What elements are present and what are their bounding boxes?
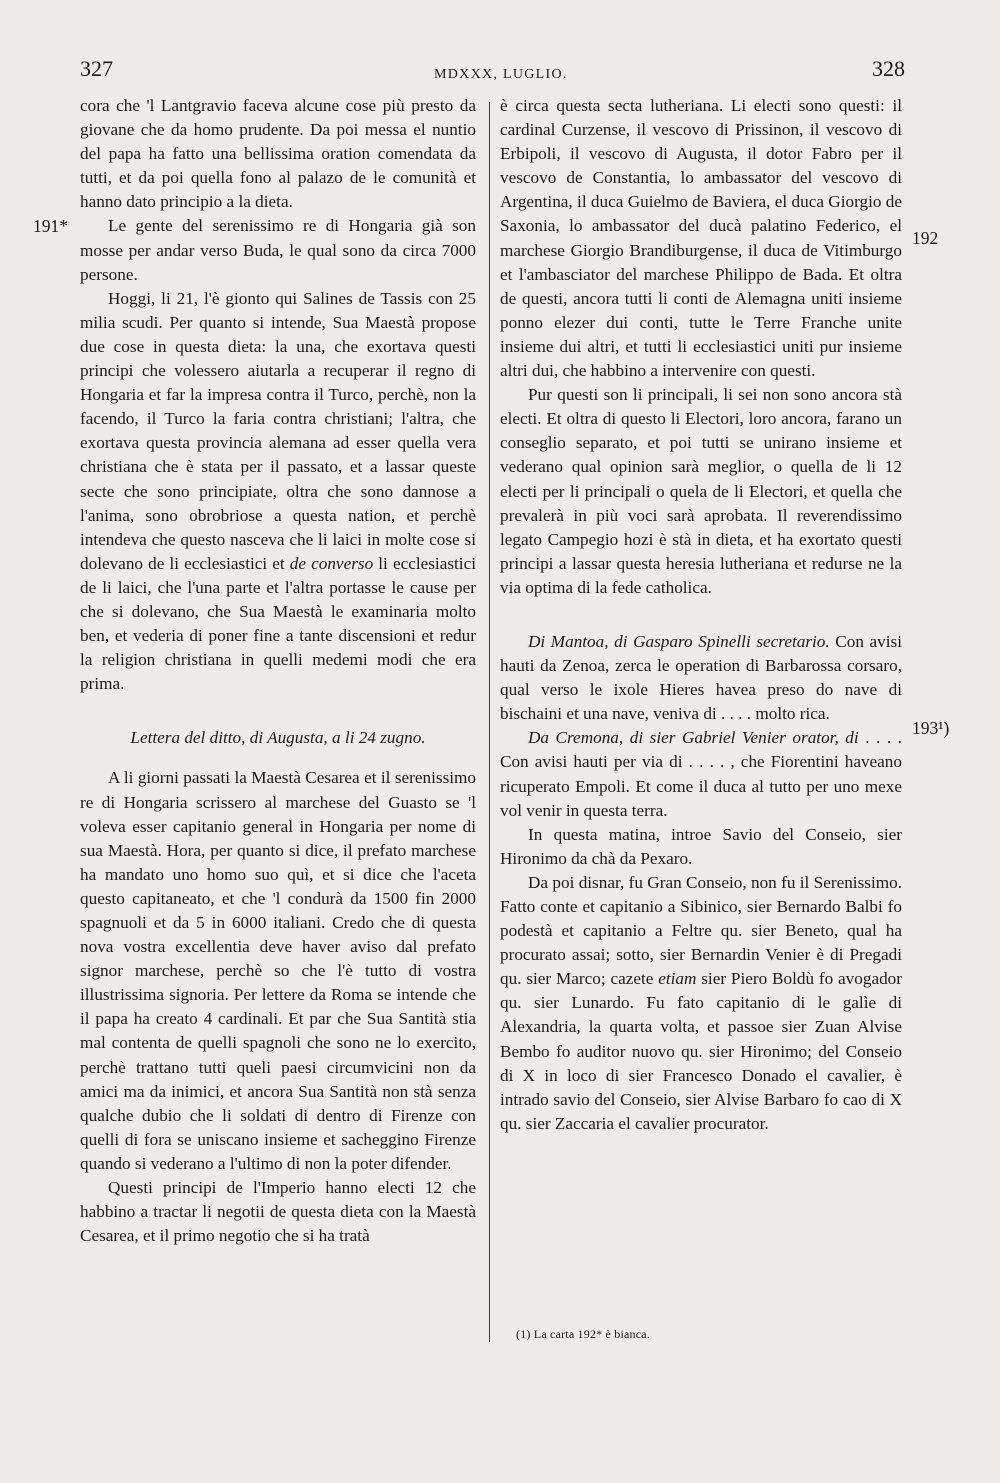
paragraph: A li giorni passati la Maestà Cesarea et il serenissimo re di Hongaria scrissero al marchese del Guasto se 'l voleva esser capitanio general in Hongaria per nome di sua Maestà. Hora, per quanto si dice, il prefato marchese ha mandato uno homo suo quì, et si dice che l'aceta questo capitaneato, et che 'l condurà da 1500 fin 2000 spagnuoli et da 5 in 6000 italiani. Credo che di questa nova vostra excellentia deve haver aviso dal prefato signor marchese, perchè so che l'è tutto di vostra illustrissima signoria. Per lettere da Roma se intende che il papa ha creato 4 cardinali. Et par che Sua Santità stia mal contenta de quelli spagnoli che sono ne lo exercito, perchè trattano tutti queli paesi circumvicini non da amici ma da inimici, et ancora Sua Santità non stà senza qualche dubio che li soldati di dentro di Firenze con quelli di fora se uniscano insieme et sacheggino Firenze quando si vederano a l'ultimo di non la poter difender. bbox=[80, 768, 476, 1173]
paragraph bbox=[500, 726, 902, 822]
text-run: Con avisi hauti da Zenoa, zerca le operation di Barbarossa corsaro, qual verso le ixole Hieres havea preso do nave di bischaini et una nave, veniva di . . . . molto rica. bbox=[500, 631, 902, 724]
paragraph: Pur questi son li principali, li sei non sono ancora stà electi. Et oltra di questo li Electori, loro ancora, farano un conseglio separato, et poi tutti se unirano insieme et vederano qual opinion sarà meglior, o quella de li 12 electi per li principali o quela de li Electori, et quella che prevalerà in più voci sarà aprobata. Il reverendissimo legato Campegio hozi è stà in dieta, et ha exortato questi principi a lassar questa heresia lutheriana et redurse ne la via optima di la fede catholica. bbox=[500, 385, 902, 597]
text-run: . . . . Con avisi hauti per via di . . . . , che Fiorentini haveano ricuperato Empoli. Et come il duca al tutto per uno mexe vol venir in questa terra. bbox=[500, 728, 903, 820]
margin-note-191: 191* bbox=[33, 216, 68, 236]
italic-text: de converso bbox=[289, 553, 374, 573]
italic-heading: Da Cremona, di sier Gabriel Venier orator, di bbox=[528, 728, 859, 748]
right-column bbox=[500, 94, 902, 1136]
paragraph: è circa questa secta lutheriana. Li electi sono questi: il cardinal Curzense, il vescovo di Prissinon, il vescovo di Erbipoli, il vescovo di Augusta, il dotor Fabro per il vescovo de Constantia, lo ambassator del vescovo di Argentina, il duca Guielmo de Baviera, el duca Giorgio de Saxonia, lo ambassator del ducà palatino Federico, el marchese Giorgio Brandiburgense, il duca de Vitimburgo et l'ambasciator del marchese Philippo de Bada. Et oltra de questi, ancora tutti li conti de Alemagna uniti insieme ponno elezer dui conti, tutte le Terre Franche unite insieme dui altri, et tutti li ecclesiastici uniti pur insieme altri dui, che habbino a intervenire con questi. bbox=[500, 96, 902, 381]
footnote: (1) La carta 192* è bianca. bbox=[516, 1327, 650, 1341]
page-number-left: 327 bbox=[80, 56, 113, 81]
spacer bbox=[80, 750, 476, 766]
paragraph: Questi principi de l'Imperio hanno electi 12 che habbino a tractar li negotii de questa dieta con la Maestà Cesarea, et il primo negotio che si ha tratà bbox=[80, 1178, 476, 1246]
text-run: sier Piero Boldù fo avogador qu. sier Lunardo. Fu fato capitanio di le galìe di Alexandria, la quarta volta, et passoe sier Zuan Alvise Bembo fo auditor nuovo qu. sier Hironimo; del Conseio di X in loco di sier Francesco Donado el cavalier, è intrado savio del Conseio, sier Alvise Barbaro fo cao di X qu. sier Zaccaria el cavalier procurator. bbox=[500, 969, 902, 1133]
running-title: MDXXX, LUGLIO. bbox=[434, 67, 568, 82]
left-column bbox=[80, 94, 476, 1248]
page-number-right: 328 bbox=[872, 56, 905, 81]
spacer bbox=[80, 696, 476, 726]
italic-text: etiam bbox=[658, 969, 697, 989]
paragraph bbox=[80, 287, 476, 697]
spacer bbox=[500, 600, 902, 630]
paragraph bbox=[500, 630, 902, 726]
italic-heading: Di Mantoa, di Gasparo Spinelli secretario. bbox=[528, 631, 830, 651]
column-divider bbox=[489, 102, 490, 1342]
paragraph: Le gente del serenissimo re di Hongaria già son mosse per andar verso Buda, le qual sono da circa 7000 persone. bbox=[80, 216, 476, 284]
paragraph bbox=[500, 871, 902, 1136]
text-run: li ecclesiastici de li laici, che l'una parte et l'altra portasse le cause per che si dolevano, che Sua Maestà le examinaria molto ben, et vederia di poner fine a tante discensioni et redur la religion christiana in quelli medemi modi che era prima. bbox=[80, 553, 476, 694]
margin-note-193: 193¹) bbox=[912, 718, 950, 738]
margin-note-192: 192 bbox=[912, 228, 939, 248]
text-run: Hoggi, li 21, l'è gionto qui Salines de Tassis con 25 milia scudi. Per quanto si intende, Sua Maestà propose due cose in questa dieta: la una, che exortava questi principi che volessero aiutarla a recuperar il regno di Hongaria et far la impresa contra il Turco, perchè, non la facendo, il Turco la faria contra christiani; l'altra, che exortava questa provincia alemana ad esser quella vera christiana che è stata per il passato, et a lassar queste secte che sono principiate, oltra che sono dannose a l'anima, sono obrobriose a questa nation, et perchè intendeva che questo nasceva che li laici in molte cose si dolevano de li ecclesiastici et bbox=[80, 288, 476, 573]
paragraph: cora che 'l Lantgravio faceva alcune cose più presto da giovane che da homo prudente. Da poi messa el nuntio del papa ha fatto una bellissima oration comendata da tutti, et da poi quella fono al palazo de le comunità et hanno dato principio a la dieta. bbox=[80, 96, 476, 212]
letter-title: Lettera del ditto, di Augusta, a li 24 zugno. bbox=[130, 728, 426, 748]
paragraph: In questa matina, introe Savio del Conseio, sier Hironimo da chà da Pexaro. bbox=[500, 824, 902, 868]
text-run: Da poi disnar, fu Gran Conseio, non fu il Serenissimo. Fatto conte et capitanio a Sibinico, sier Bernardo Balbi fo podestà et capitanio a Feltre qu. sier Beneto, qual ha procurato assai; sotto, sier Bernardin Venier è di Pregadi qu. sier Marco; cazete bbox=[500, 872, 902, 989]
